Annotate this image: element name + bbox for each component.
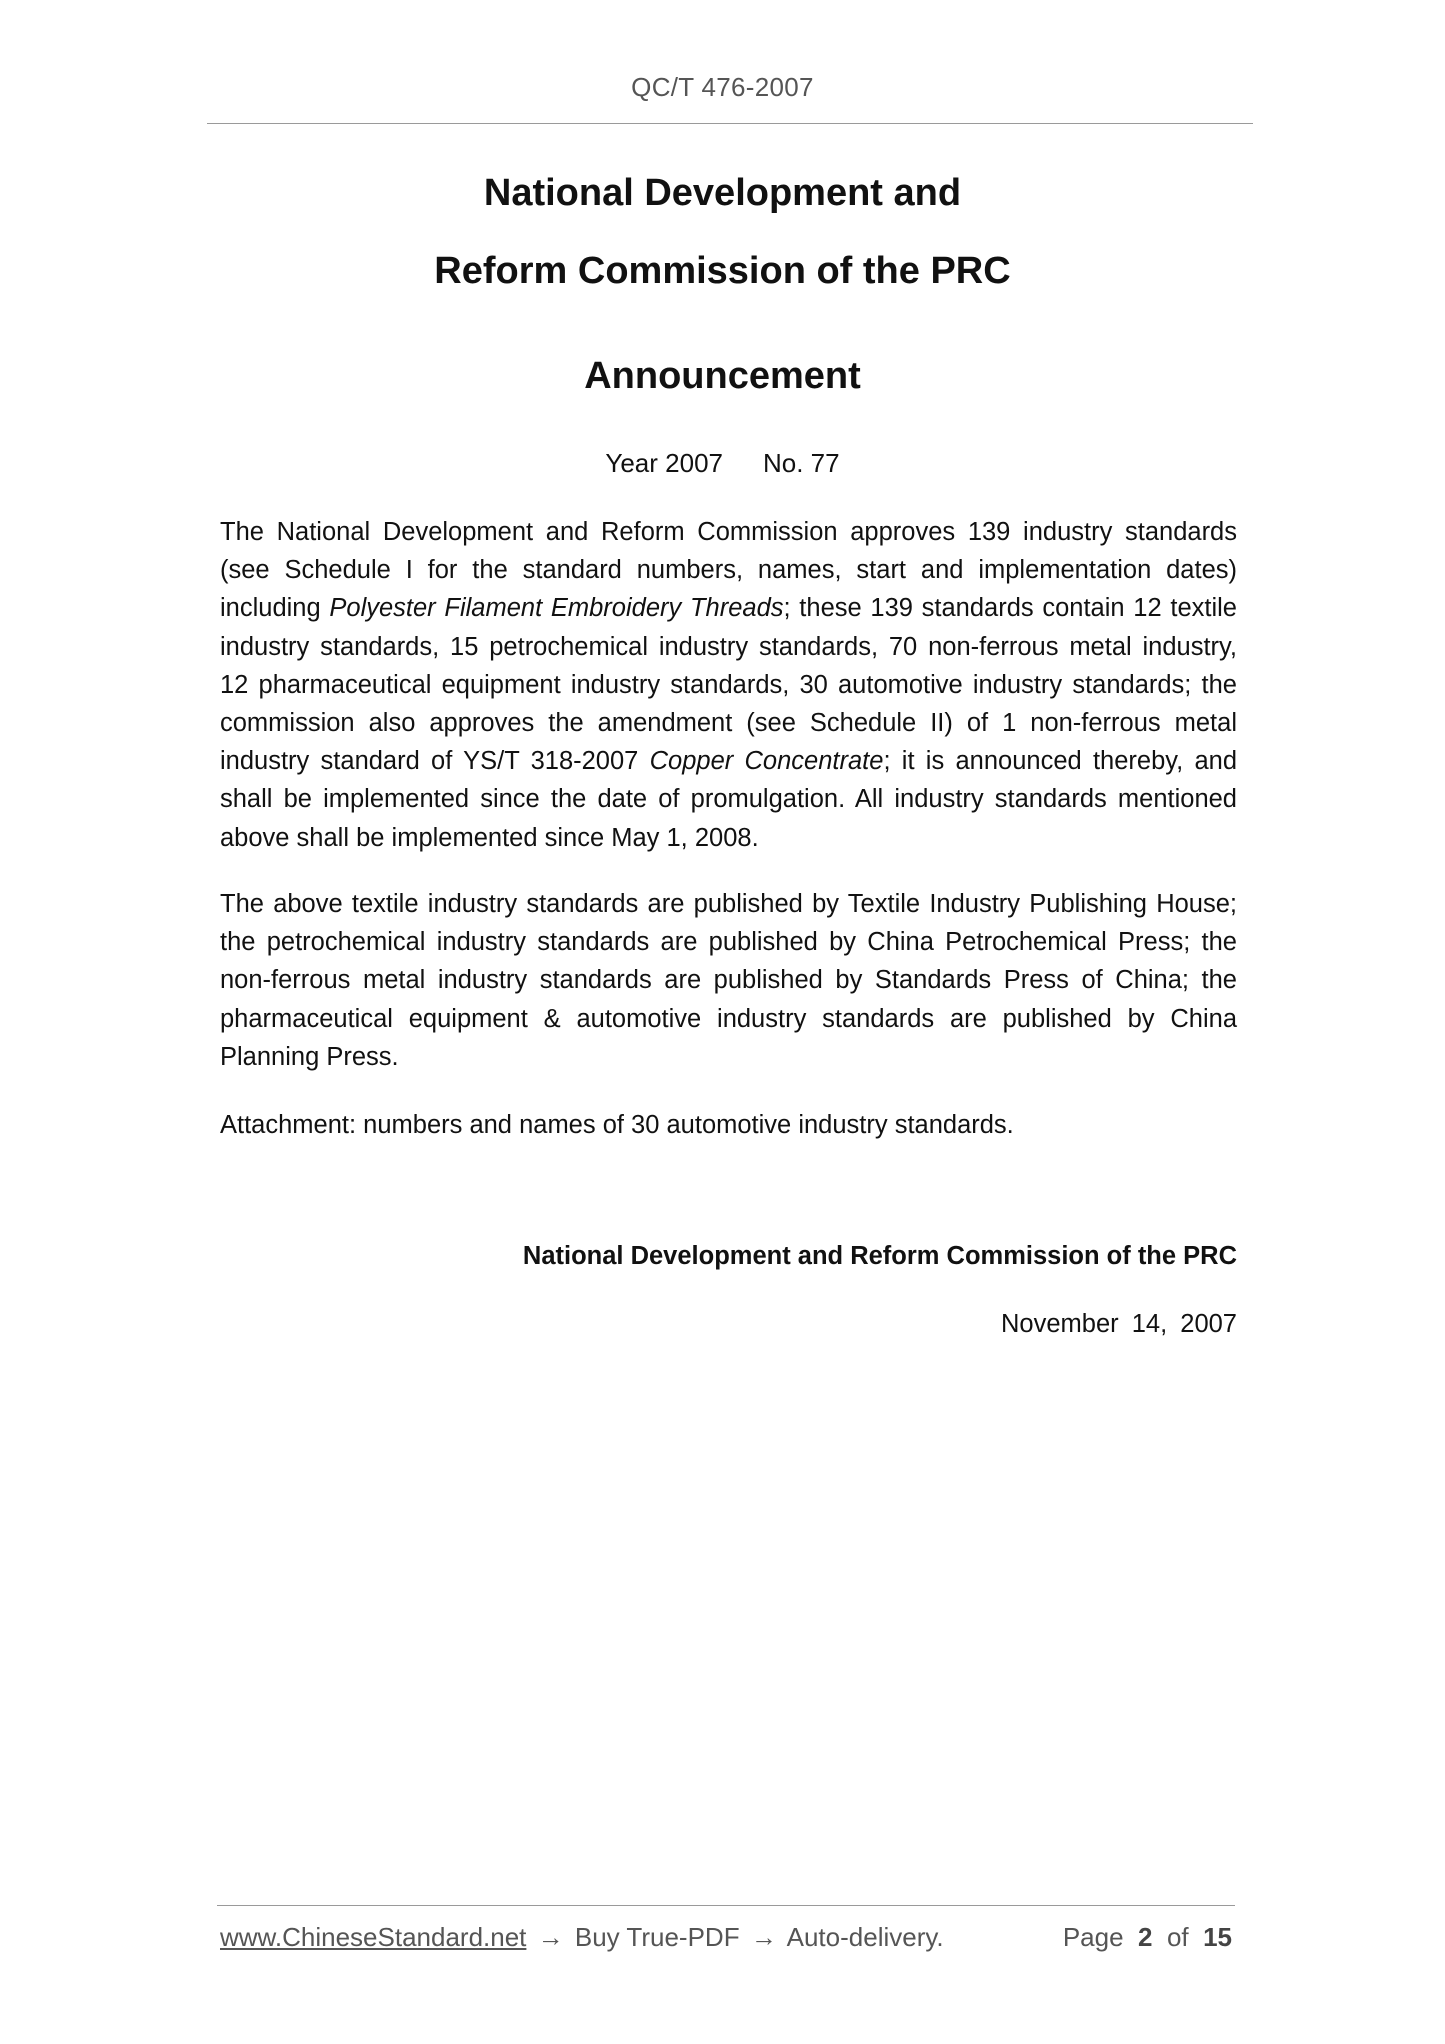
buy-true-pdf-text: Buy True-PDF <box>574 1922 740 1952</box>
website-link[interactable]: www.ChineseStandard.net <box>220 1922 527 1952</box>
page-number <box>1063 1922 1232 1953</box>
auto-delivery-text: Auto-delivery. <box>786 1922 944 1952</box>
issue-year: Year 2007 <box>605 448 723 478</box>
announcement-heading: Announcement <box>584 355 861 397</box>
page-of-label: of <box>1166 1922 1189 1952</box>
footer-promo <box>220 1922 944 1953</box>
title-line-2: Reform Commission of the PRC <box>434 250 1011 292</box>
header-divider <box>207 123 1253 124</box>
page-current: 2 <box>1138 1922 1153 1952</box>
signature-organization: National Development and Reform Commission of the PRC <box>522 1242 1237 1270</box>
para1-italic-title-a: Polyester Filament Embroidery Threads <box>329 594 784 623</box>
para1-text-b: ; these 139 standards contain 12 textile industry standards, 15 petrochemical industry standards, 70 non-ferrous metal industry, 12 pharmaceutical equipment industry standards, 30 automotive industry standards; the commission also approves the amendment (see Schedule II) of 1 non-ferrous metal industry standard of YS/T 318-2007 <box>220 594 1237 776</box>
right-arrow-icon: → <box>537 1922 564 1952</box>
body-paragraph-2 <box>220 885 1237 1076</box>
page-label: Page <box>1062 1922 1124 1952</box>
body-paragraph-1 <box>220 513 1237 857</box>
issue-number: No. 77 <box>763 448 840 478</box>
attachment-text: Attachment: numbers and names of 30 automotive industry standards. <box>220 1111 1014 1139</box>
right-arrow-icon: → <box>750 1922 777 1952</box>
footer-divider <box>217 1905 1235 1906</box>
document-id-header: QC/T 476-2007 <box>631 72 814 102</box>
body-paragraph-3 <box>220 1106 1237 1144</box>
title-line-1: National Development and <box>483 172 962 214</box>
para1-text-c: ; it is announced thereby, and shall be implemented since the date of promulgation. All industry standards mentioned above shall be implemented since May 1, 2008. <box>220 747 1238 852</box>
signature-date: November 14, 2007 <box>1001 1310 1237 1338</box>
page-total: 15 <box>1203 1922 1232 1952</box>
para1-italic-title-b: Copper Concentrate <box>649 747 884 776</box>
para2-text: The above textile industry standards are published by Textile Industry Publishing House; the petrochemical industry standards are published by China Petrochemical Press; the non-ferrous metal industry standards are published by Standards Press of China; the pharmaceutical equipment & automotive industry standards are published by China Planning Press. <box>220 890 1237 1071</box>
para1-text-a: The National Development and Reform Commission approves 139 industry standards (see Schedule I for the standard numbers, names, start and implementation dates) including <box>220 518 1237 623</box>
issue-line <box>0 448 1445 479</box>
